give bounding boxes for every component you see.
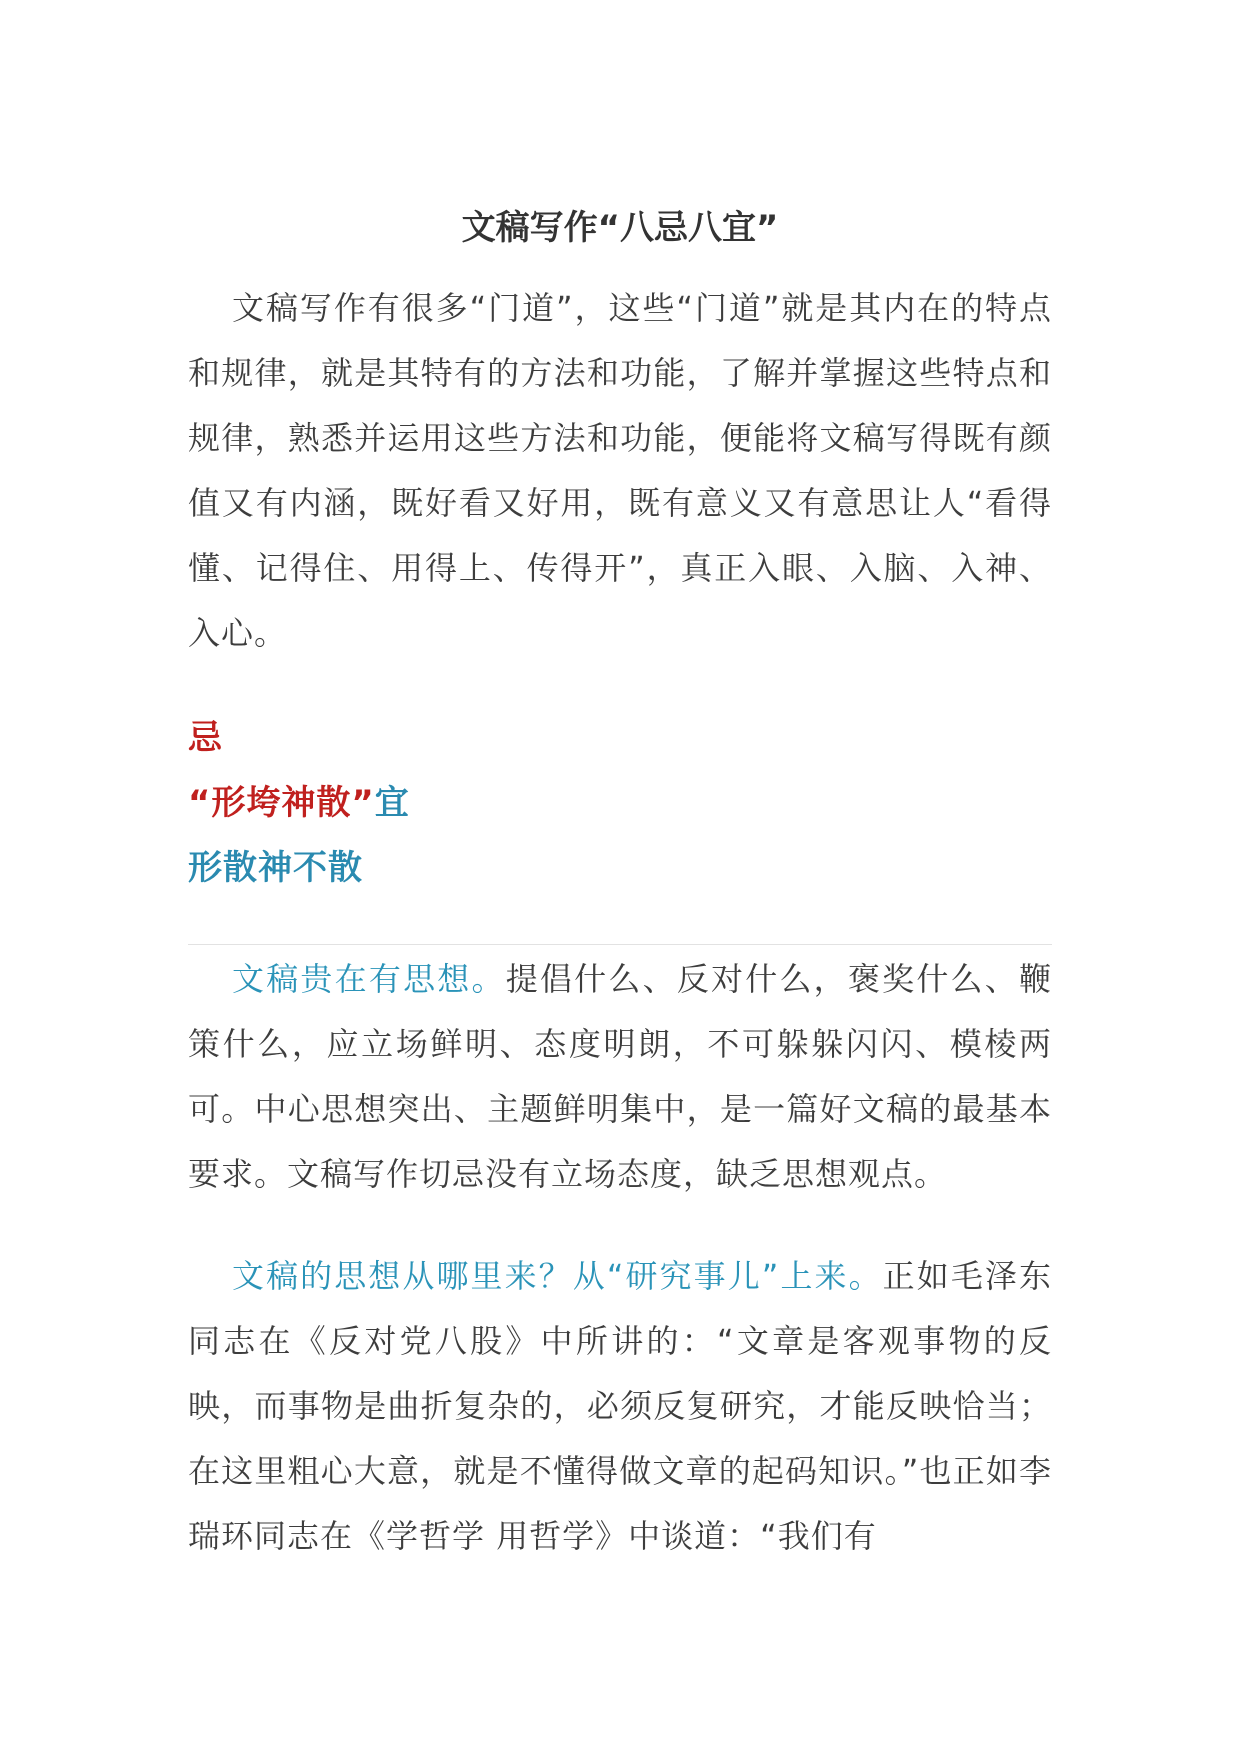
paragraph-1-highlight: 文稿贵在有思想。	[232, 960, 506, 998]
paragraph-2-text: 正如毛泽东同志在《反对党八股》中所讲的：“文章是客观事物的反映，而事物是曲折复杂的，必须反复研究，才能反映恰当；在这里粗心大意，就是不懂得做文章的起码知识。”也正如李瑞环同志在《学哲学 用哲学》中谈道：“我们有	[188, 1257, 1052, 1555]
paragraph-1	[188, 947, 1052, 1207]
section-divider	[188, 944, 1052, 945]
document-title: 文稿写作“八忌八宜”	[461, 208, 779, 248]
yi-item: 形散神不散	[188, 848, 363, 888]
ji-label: 忌	[188, 718, 223, 758]
ji-yi-line	[188, 771, 1052, 836]
paragraph-2-highlight: 文稿的思想从哪里来？从“研究事儿”上来。	[232, 1257, 883, 1295]
yi-label: 宜	[374, 783, 410, 823]
paragraph-1-text: 提倡什么、反对什么，褒奖什么、鞭策什么，应立场鲜明、态度明朗，不可躲躲闪闪、模棱两可。中心思想突出、主题鲜明集中，是一篇好文稿的最基本要求。文稿写作切忌没有立场态度，缺乏思想观点。	[188, 960, 1052, 1193]
section-heading	[188, 706, 1052, 901]
paragraph-2	[188, 1244, 1052, 1569]
intro-paragraph: 文稿写作有很多“门道”，这些“门道”就是其内在的特点和规律，就是其特有的方法和功能，了解并掌握这些特点和规律，熟悉并运用这些方法和功能，便能将文稿写得既有颜值又有内涵，既好看又好用，既有意义又有意思让人“看得懂、记得住、用得上、传得开”，真正入眼、入脑、入神、入心。	[188, 289, 1052, 652]
ji-item: “形垮神散”	[188, 783, 375, 823]
